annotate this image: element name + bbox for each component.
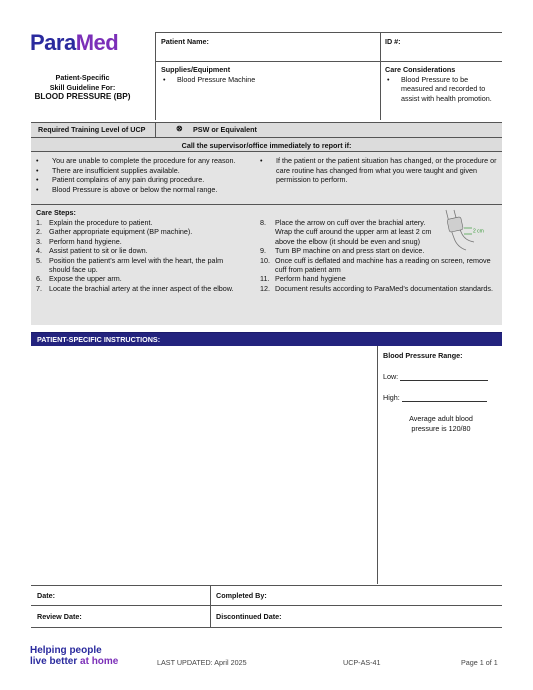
care-step: 11. Perform hand hygiene [260, 274, 346, 284]
care-step: 2. Gather appropriate equipment (BP machine). [36, 227, 193, 237]
care-step: 12. Document results according to ParaMed’s documentation standards. [260, 283, 494, 293]
report-left-item: • There are insufficient supplies available. [36, 166, 254, 176]
logo-med: Med [75, 30, 119, 55]
care-step: 3. Perform hand hygiene. [36, 236, 122, 246]
supplies-item: • Blood Pressure Machine [163, 75, 371, 85]
care-steps-heading: Care Steps: [36, 208, 76, 217]
review-date-label: Review Date: [37, 612, 82, 621]
id-field[interactable] [410, 34, 500, 56]
bp-low-field[interactable] [400, 372, 488, 381]
instructions-bar-label: PATIENT-SPECIFIC INSTRUCTIONS: [37, 335, 161, 344]
illustration-label: 2 cm [473, 228, 484, 235]
footer-last-updated: LAST UPDATED: April 2025 [157, 658, 247, 667]
patient-name-field[interactable] [215, 34, 375, 56]
care-step: 8. Place the arrow on cuff over the brachial artery. Wrap the cuff around the upper arm at least 2 cm above the elbow (it should be even and snug) [260, 218, 432, 246]
report-heading: Call the supervisor/office immediately to report if: [181, 141, 352, 150]
bp-cuff-arm-illustration [440, 208, 490, 253]
care-step: 6. Expose the upper arm. [36, 274, 122, 284]
training-value: PSW or Equivalent [193, 125, 257, 134]
discontinued-date-label: Discontinued Date: [216, 612, 282, 621]
footer-page-number: Page 1 of 1 [461, 658, 498, 667]
paramed-logo [30, 30, 118, 56]
bp-range-label: Blood Pressure Range: [383, 351, 463, 360]
supplies-label: Supplies/Equipment [161, 65, 231, 74]
care-step: 9. Turn BP machine on and press start on device. [260, 246, 425, 256]
care-step: 1. Explain the procedure to patient. [36, 218, 153, 227]
subtitle-patient-specific: Patient-Specific [55, 73, 110, 82]
instructions-area[interactable] [31, 346, 376, 584]
care-steps-left [36, 218, 242, 293]
report-left-item: • Patient complains of any pain during procedure. [36, 175, 254, 185]
report-right-item: • If the patient or the patient situation has changed, or the procedure or care routine has changed from what you were taught and given permission to perform. [260, 156, 500, 185]
date-field[interactable] [60, 587, 205, 603]
bp-average-note: Average adult blood pressure is 120/80 [409, 414, 473, 433]
logo-para: Para [30, 30, 76, 55]
training-checkbox-icon[interactable]: ⊗ [176, 124, 183, 133]
subtitle-skill-guideline: Skill Guideline For: [49, 82, 116, 92]
care-step: 7. Locate the brachial artery at the inner aspect of the elbow. [36, 283, 234, 293]
care-step: 4. Assist patient to sit or lie down. [36, 246, 148, 256]
bp-high-field[interactable] [402, 393, 487, 402]
bp-low-label: Low: [383, 372, 399, 381]
bp-low-row [383, 372, 488, 381]
care-step: 5. Position the patient’s arm level with the heart, the palm should face up. [36, 255, 224, 275]
skill-title-block [20, 73, 145, 102]
completed-by-field[interactable] [275, 587, 500, 603]
bp-high-row [383, 393, 487, 402]
care-step: 10. Once cuff is deflated and machine has a reading on screen, remove cuff from patient arm [260, 255, 491, 275]
care-considerations-label: Care Considerations [385, 65, 456, 74]
id-label: ID #: [385, 37, 401, 46]
report-left-item: • You are unable to complete the procedure for any reason. [36, 156, 254, 166]
report-left-item: • Blood Pressure is above or below the normal range. [36, 185, 254, 195]
completed-by-label: Completed By: [216, 591, 267, 600]
supplies-section [161, 65, 371, 84]
date-label: Date: [37, 591, 55, 600]
slogan-line-2: live better at home [30, 656, 119, 667]
review-date-field[interactable] [90, 608, 205, 625]
training-label: Required Training Level of UCP [38, 125, 146, 134]
bp-high-label: High: [383, 393, 400, 402]
report-left-list [36, 156, 254, 194]
care-item: • Blood Pressure to be measured and recorded to assist with health promotion. [387, 75, 500, 104]
footer-document-code: UCP-AS-41 [343, 658, 381, 667]
care-considerations-section [385, 65, 500, 103]
discontinued-date-field[interactable] [295, 608, 500, 625]
patient-name-label: Patient Name: [161, 37, 209, 46]
report-right-list [260, 156, 500, 185]
skill-name: BLOOD PRESSURE (BP) [34, 92, 131, 101]
slogan-line-1: Helping people [30, 645, 102, 656]
footer-slogan [30, 645, 118, 667]
